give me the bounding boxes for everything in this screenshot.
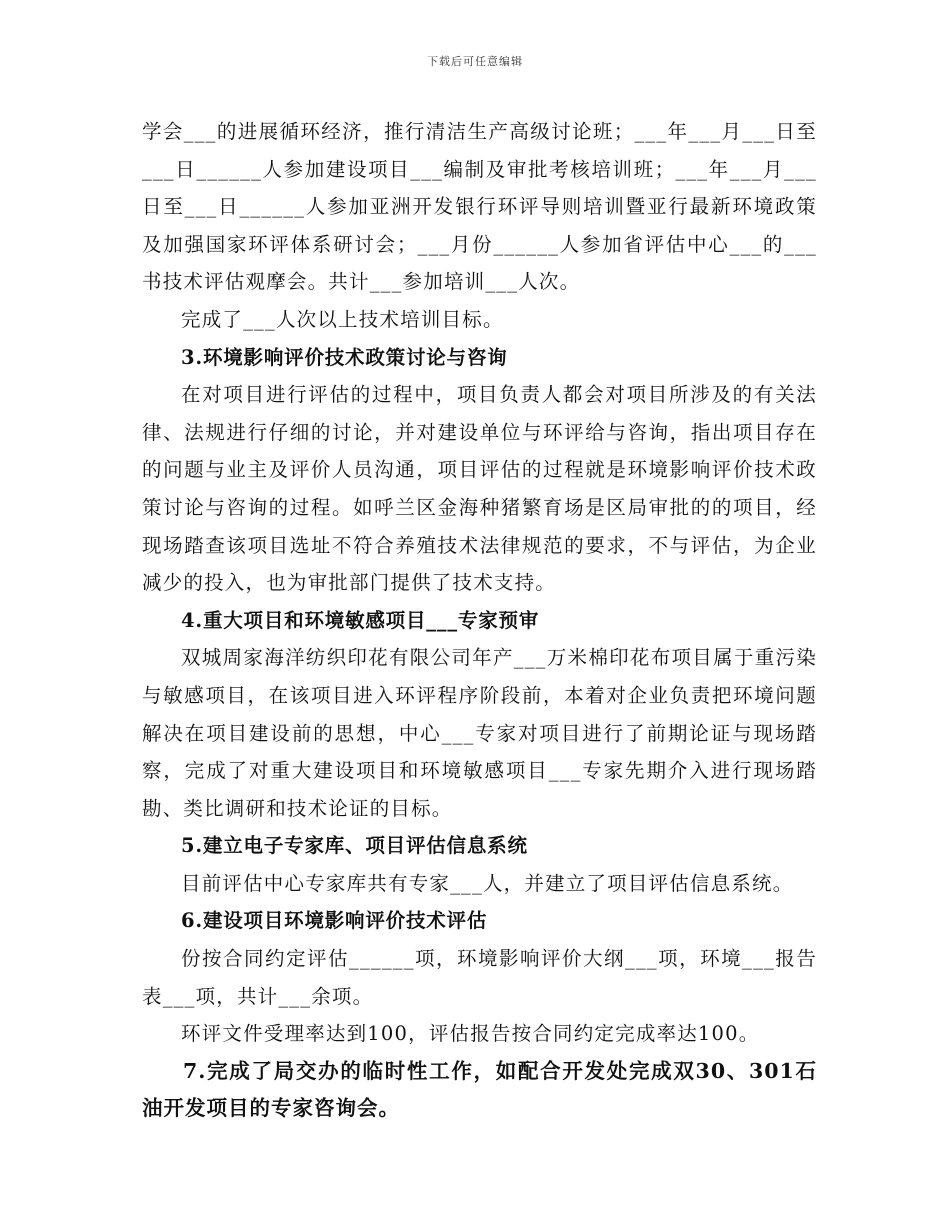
- paragraph-training-list: 学会___的进展循环经济，推行清洁生产高级讨论班；___年___月___日至___日______人参加建设项目___编制及审批考核培训班；___年___月___日至___日______人参加亚洲开发银行环评导则培训暨亚行最新环境政策及加强国家环评体系研讨会；___月份______人参加省评估中心___的___书技术评估观摩会。共计___参加培训___人次。: [142, 120, 817, 294]
- section-heading-3: 3.环境影响评价技术政策讨论与咨询: [181, 345, 508, 369]
- paragraph-completion-rate: 环评文件受理率达到100，评估报告按合同约定完成率达100。: [181, 1022, 760, 1046]
- section-heading-6: 6.建设项目环境影响评价技术评估: [181, 909, 488, 933]
- paragraph-policy-consulting: 在对项目进行评估的过程中，项目负责人都会对项目所涉及的有关法律、法规进行仔细的讨论，并对建设单位与环评给与咨询，指出项目存在的问题与业主及评价人员沟通，项目评估的过程就是环境影响评价技术政策讨论与咨询的过程。如呼兰区金海种猪繁育场是区局审批的的项目，经现场踏查该项目选址不符合养殖技术法律规范的要求，不与评估，为企业减少的投入，也为审批部门提供了技术支持。: [142, 383, 817, 595]
- section-heading-4: 4.重大项目和环境敏感项目___专家预审: [181, 608, 540, 632]
- paragraph-training-goal: 完成了___人次以上技术培训目标。: [181, 307, 504, 331]
- section-heading-7: 7.完成了局交办的临时性工作，如配合开发处完成双30、301石油开发项目的专家咨询会。: [142, 1058, 817, 1121]
- page-header: 下载后可任意编辑: [427, 55, 523, 68]
- document-body: [142, 113, 817, 1128]
- section-heading-5: 5.建立电子专家库、项目评估信息系统: [181, 834, 528, 858]
- paragraph-assessment-count: 份按合同约定评估______项，环境影响评价大纲___项，环境___报告表___项，共计___余项。: [142, 947, 817, 1008]
- paragraph-expert-database: 目前评估中心专家库共有专家___人，并建立了项目评估信息系统。: [181, 871, 794, 895]
- paragraph-expert-review: 双城周家海洋纺织印花有限公司年产___万米棉印花布项目属于重污染与敏感项目，在该项目进入环评程序阶段前，本着对企业负责把环境问题解决在项目建设前的思想，中心___专家对项目进行了前期论证与现场踏察，完成了对重大建设项目和环境敏感项目___专家先期介入进行现场踏勘、类比调研和技术论证的目标。: [142, 646, 817, 820]
